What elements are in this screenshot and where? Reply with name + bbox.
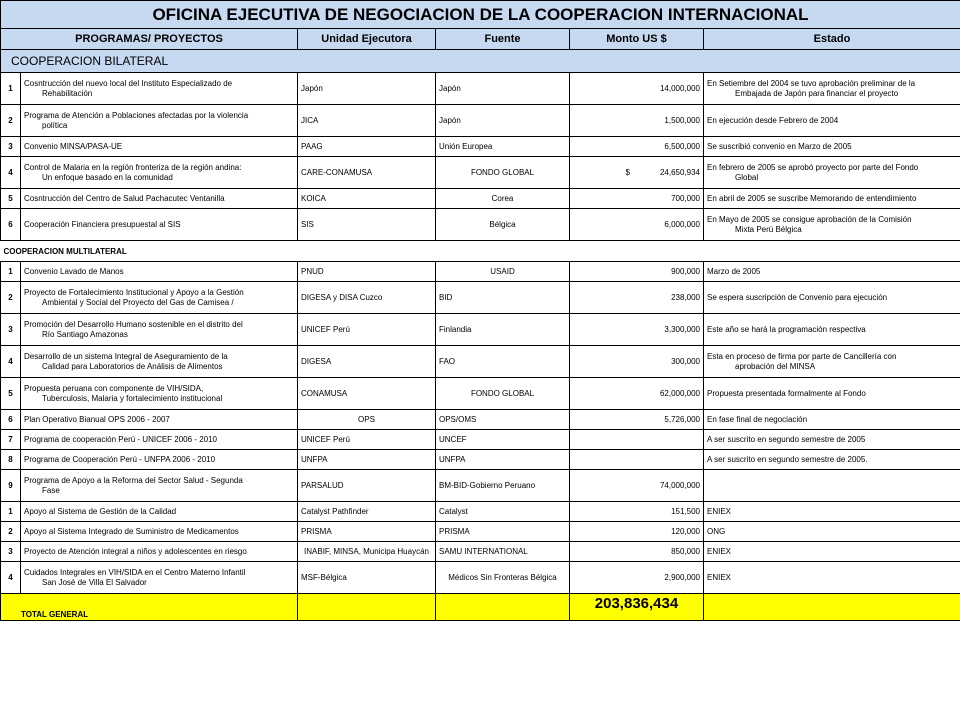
row-number: 2 [1, 282, 21, 314]
estado-line1: En abril de 2005 se suscribe Memorando de entendimiento [707, 193, 917, 203]
monto [570, 542, 704, 562]
row-number: 6 [1, 410, 21, 430]
program-name [21, 209, 298, 241]
estado-line1: ENIEX [707, 546, 732, 556]
program-name [21, 157, 298, 189]
fuente: Japón [436, 105, 570, 137]
unidad-ejecutora: INABIF, MINSA, Municipa Huaycán [298, 542, 436, 562]
program-name-line1: Cuidados Integrales en VIH/SIDA en el Centro Materno Infantil [24, 567, 246, 577]
program-name-line2: Ambiental y Social del Proyecto del Gas de Camisea / [42, 297, 234, 307]
table-row [1, 73, 960, 105]
row-number: 7 [1, 430, 21, 450]
row-number: 2 [1, 522, 21, 542]
estado [704, 105, 960, 137]
estado-line1: ONG [707, 526, 726, 536]
row-number: 1 [1, 262, 21, 282]
table-row [1, 470, 960, 502]
monto [570, 430, 704, 450]
program-name [21, 314, 298, 346]
fuente: Bélgica [436, 209, 570, 241]
program-name [21, 262, 298, 282]
table-row [1, 378, 960, 410]
fuente: UNCEF [436, 430, 570, 450]
fuente: BID [436, 282, 570, 314]
program-name [21, 430, 298, 450]
unidad-ejecutora: UNFPA [298, 450, 436, 470]
unidad-ejecutora: OPS [298, 410, 436, 430]
fuente: FONDO GLOBAL [436, 378, 570, 410]
fuente: Finlandia [436, 314, 570, 346]
program-name-line2: Calidad para Laboratorios de Análisis de Alimentos [42, 361, 223, 371]
header-monto: Monto US $ [570, 29, 704, 50]
table-row [1, 105, 960, 137]
estado [704, 262, 960, 282]
header-unidad: Unidad Ejecutora [298, 29, 436, 50]
program-name [21, 542, 298, 562]
header-programas: PROGRAMAS/ PROYECTOS [1, 29, 298, 50]
unidad-ejecutora: DIGESA y DISA Cuzco [298, 282, 436, 314]
monto-value: 6,000,000 [664, 219, 700, 229]
program-name-line1: Cooperación Financiera presupuestal al SIS [24, 219, 181, 229]
estado-line1: Propuesta presentada formalmente al Fondo [707, 388, 866, 398]
estado-line1: A ser suscrito en segundo semestre de 2005. [707, 454, 868, 464]
estado-line2: Embajada de Japón para financiar el proyecto [735, 88, 899, 98]
estado-line1: ENIEX [707, 572, 732, 582]
program-name-line1: Programa de Atención a Poblaciones afectadas por la violencia [24, 110, 249, 120]
table-row [1, 430, 960, 450]
unidad-ejecutora: SIS [298, 209, 436, 241]
table-row [1, 209, 960, 241]
table-row [1, 522, 960, 542]
estado-line1: En fase final de negociación [707, 414, 808, 424]
program-name-line1: Desarrollo de un sistema Integral de Aseguramiento de la [24, 351, 228, 361]
monto-value: 74,000,000 [659, 480, 700, 490]
program-name-line1: Programa de Cooperación Perú - UNFPA 2006 - 2010 [24, 454, 216, 464]
program-name [21, 410, 298, 430]
estado [704, 346, 960, 378]
monto [570, 282, 704, 314]
table-row [1, 262, 960, 282]
estado [704, 314, 960, 346]
monto [570, 562, 704, 594]
estado [704, 562, 960, 594]
unidad-ejecutora: Catalyst Pathfinder [298, 502, 436, 522]
estado-line2: Global [735, 172, 759, 182]
unidad-ejecutora: UNICEF Perú [298, 314, 436, 346]
row-number: 1 [1, 502, 21, 522]
monto [570, 522, 704, 542]
program-name-line1: Cosntrucción del nuevo local del Instituto Especializado de [24, 78, 233, 88]
unidad-ejecutora: PAAG [298, 137, 436, 157]
monto-value: 300,000 [671, 356, 700, 366]
unidad-ejecutora: KOICA [298, 189, 436, 209]
total-empty-fuente [436, 594, 570, 621]
estado [704, 209, 960, 241]
monto [570, 346, 704, 378]
table-row [1, 346, 960, 378]
program-name [21, 282, 298, 314]
section-bilateral [1, 50, 960, 73]
program-name-line1: Convenio MINSA/PASA-UE [24, 141, 123, 151]
monto-value: 850,000 [671, 546, 700, 556]
row-number: 4 [1, 562, 21, 594]
program-name-line1: Control de Malaria en la región fronteriza de la región andina: [24, 162, 242, 172]
estado-line1: Marzo de 2005 [707, 266, 761, 276]
fuente: UNFPA [436, 450, 570, 470]
program-name-line1: Proyecto de Fortalecimiento Institucional y Apoyo a la Gestión [24, 287, 244, 297]
monto [570, 314, 704, 346]
monto [570, 73, 704, 105]
estado [704, 73, 960, 105]
monto-value: 700,000 [671, 193, 700, 203]
monto-value: 120,000 [671, 526, 700, 536]
program-name-line1: Propuesta peruana con componente de VIH/SIDA, [24, 383, 204, 393]
monto [570, 157, 704, 189]
monto [570, 105, 704, 137]
unidad-ejecutora: Japón [298, 73, 436, 105]
program-name-line1: Convenio Lavado de Manos [24, 266, 124, 276]
unidad-ejecutora: DIGESA [298, 346, 436, 378]
unidad-ejecutora: PRISMA [298, 522, 436, 542]
program-name-line2: Rehabilitación [42, 88, 93, 98]
row-number: 6 [1, 209, 21, 241]
program-name [21, 502, 298, 522]
fuente: BM-BID-Gobierno Peruano [436, 470, 570, 502]
monto [570, 209, 704, 241]
monto-value: 900,000 [671, 266, 700, 276]
fuente: Japón [436, 73, 570, 105]
header-row [1, 29, 960, 50]
unidad-ejecutora: PARSALUD [298, 470, 436, 502]
estado [704, 522, 960, 542]
estado-line1: Se espera suscripción de Convenio para ejecución [707, 292, 888, 302]
program-name [21, 346, 298, 378]
program-name [21, 562, 298, 594]
fuente: Unión Europea [436, 137, 570, 157]
table-row [1, 410, 960, 430]
estado [704, 189, 960, 209]
program-name [21, 73, 298, 105]
row-number: 3 [1, 542, 21, 562]
fuente: Corea [436, 189, 570, 209]
monto [570, 378, 704, 410]
monto [570, 262, 704, 282]
fuente: SAMU INTERNATIONAL [436, 542, 570, 562]
table-row [1, 502, 960, 522]
monto-value: 238,000 [671, 292, 700, 302]
fuente: PRISMA [436, 522, 570, 542]
program-name [21, 378, 298, 410]
monto-value: 14,000,000 [659, 83, 700, 93]
unidad-ejecutora: JICA [298, 105, 436, 137]
section-label: COOPERACION MULTILATERAL [1, 241, 960, 262]
header-fuente: Fuente [436, 29, 570, 50]
estado-line1: En Setiembre del 2004 se tuvo aprobación preliminar de la [707, 78, 916, 88]
monto [570, 410, 704, 430]
monto [570, 450, 704, 470]
total-empty-estado [704, 594, 960, 621]
total-label: TOTAL GENERAL [1, 594, 298, 621]
program-name-line1: Programa de cooperación Perú - UNICEF 2006 - 2010 [24, 434, 217, 444]
estado-line1: Esta en proceso de firma por parte de Cancillería con [707, 351, 897, 361]
header-estado: Estado [704, 29, 960, 50]
program-name-line1: Apoyo al Sistema de Gestión de la Calidad [24, 506, 177, 516]
monto [570, 137, 704, 157]
row-number: 9 [1, 470, 21, 502]
table-row [1, 282, 960, 314]
program-name [21, 189, 298, 209]
section-label: COOPERACION BILATERAL [1, 50, 960, 73]
estado [704, 430, 960, 450]
program-name-line2: Un enfoque basado en la comunidad [42, 172, 173, 182]
estado-line1: En febrero de 2005 se aprobó proyecto por parte del Fondo [707, 162, 919, 172]
estado-line1: ENIEX [707, 506, 732, 516]
unidad-ejecutora: UNICEF Perú [298, 430, 436, 450]
table-row [1, 450, 960, 470]
fuente: FAO [436, 346, 570, 378]
program-name [21, 470, 298, 502]
row-number: 3 [1, 314, 21, 346]
unidad-ejecutora: PNUD [298, 262, 436, 282]
monto-value: 2,900,000 [664, 572, 700, 582]
estado [704, 502, 960, 522]
monto [570, 470, 704, 502]
program-name [21, 450, 298, 470]
monto-value: 24,650,934 [659, 167, 700, 177]
estado [704, 157, 960, 189]
monto-value: 1,500,000 [664, 115, 700, 125]
estado-line2: Mixta Perú Bélgica [735, 224, 802, 234]
unidad-ejecutora: MSF-Bélgica [298, 562, 436, 594]
table-row [1, 542, 960, 562]
program-name-line2: Tuberculosis, Malaria y fortalecimiento institucional [42, 393, 223, 403]
monto-value: 5,726,000 [664, 414, 700, 424]
program-name-line2: Fase [42, 485, 60, 495]
program-name [21, 137, 298, 157]
program-name-line1: Programa de Apoyo a la Reforma del Sector Salud - Segunda [24, 475, 243, 485]
estado-line1: A ser suscrito en segundo semestre de 2005 [707, 434, 866, 444]
total-empty-unidad [298, 594, 436, 621]
row-number: 5 [1, 189, 21, 209]
program-name-line1: Promoción del Desarrollo Humano sostenible en el distrito del [24, 319, 243, 329]
monto-value: 62,000,000 [659, 388, 700, 398]
program-name-line2: política [42, 120, 68, 130]
estado [704, 470, 960, 502]
fuente: USAID [436, 262, 570, 282]
monto-value: 151,500 [671, 506, 700, 516]
estado-line1: En ejecución desde Febrero de 2004 [707, 115, 839, 125]
program-name [21, 522, 298, 542]
estado-line1: Se suscribió convenio en Marzo de 2005 [707, 141, 852, 151]
estado-line2: aprobación del MINSA [735, 361, 816, 371]
monto [570, 189, 704, 209]
program-name-line1: Plan Operativo Bianual OPS 2006 - 2007 [24, 414, 170, 424]
estado-line1: En Mayo de 2005 se consigue aprobación de la Comisión [707, 214, 912, 224]
table-row [1, 137, 960, 157]
row-number: 3 [1, 137, 21, 157]
fuente: FONDO GLOBAL [436, 157, 570, 189]
monto [570, 502, 704, 522]
total-amount: 203,836,434 [570, 594, 704, 621]
table-row [1, 157, 960, 189]
row-number: 4 [1, 157, 21, 189]
monto-value: 6,500,000 [664, 141, 700, 151]
row-number: 1 [1, 73, 21, 105]
unidad-ejecutora: CONAMUSA [298, 378, 436, 410]
program-name-line1: Proyecto de Atención integral a niños y adolescentes en riesgo [24, 546, 247, 556]
row-number: 2 [1, 105, 21, 137]
estado [704, 450, 960, 470]
fuente: OPS/OMS [436, 410, 570, 430]
row-number: 4 [1, 346, 21, 378]
program-name-line2: San José de Villa El Salvador [42, 577, 147, 587]
estado [704, 542, 960, 562]
estado [704, 410, 960, 430]
estado [704, 137, 960, 157]
currency-symbol: $ [625, 167, 630, 177]
monto-value: 3,300,000 [664, 324, 700, 334]
fuente: Catalyst [436, 502, 570, 522]
program-name [21, 105, 298, 137]
total-row [1, 594, 960, 621]
estado-line1: Este año se hará la programación respectiva [707, 324, 866, 334]
table-row [1, 189, 960, 209]
program-name-line2: Río Santiago Amazonas [42, 329, 128, 339]
table-row [1, 314, 960, 346]
row-number: 5 [1, 378, 21, 410]
page-title: OFICINA EJECUTIVA DE NEGOCIACION DE LA COOPERACION INTERNACIONAL [1, 1, 960, 29]
unidad-ejecutora: CARE-CONAMUSA [298, 157, 436, 189]
estado [704, 378, 960, 410]
program-name-line1: Apoyo al Sistema Integrado de Suministro de Medicamentos [24, 526, 239, 536]
estado [704, 282, 960, 314]
fuente: Médicos Sin Fronteras Bélgica [436, 562, 570, 594]
table-row [1, 562, 960, 594]
section-multilateral [1, 241, 960, 262]
row-number: 8 [1, 450, 21, 470]
program-name-line1: Cosntrucción del Centro de Salud Pachacutec Ventanilla [24, 193, 225, 203]
